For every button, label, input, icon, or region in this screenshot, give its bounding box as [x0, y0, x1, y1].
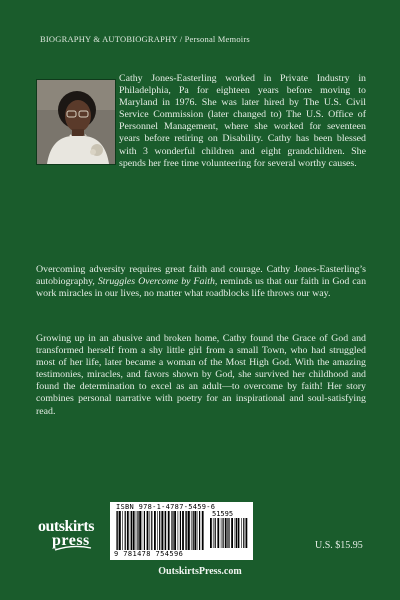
barcode-stripe — [182, 511, 184, 550]
logo-swoosh-icon — [54, 545, 92, 551]
category-label: BIOGRAPHY & AUTOBIOGRAPHY / Personal Memoirs — [40, 34, 250, 44]
barcode-stripe — [171, 511, 172, 550]
barcode-stripe — [172, 511, 173, 550]
barcode-stripe — [125, 511, 126, 550]
barcode-bars — [116, 511, 204, 550]
blurb-paragraph-2: Growing up in an abusive and broken home, Cathy found the Grace of God and transformed herself from a shy little girl from a small Town, who had struggled most of her life, later became a woman of the Most High God. With the amazing testimonies, miracles, and favors shown by God, she survived her childhood and found the determination to excel as an adult—to overcome by faith! Her story combines personal narrative with poetry for an inspirational and soul-satisfying read. — [36, 333, 366, 417]
barcode-stripe — [117, 511, 118, 550]
blurb-p1-before: Overcoming adversity requires great faith and courage. Cathy Jones-Easterling’s autobiography, — [36, 264, 366, 288]
barcode-digits: 9 781478 754596 — [114, 550, 184, 558]
barcode-stripe — [180, 511, 181, 550]
barcode-stripe — [131, 511, 132, 550]
barcode-stripe — [223, 518, 224, 548]
barcode-stripe — [147, 511, 149, 550]
barcode-stripe — [215, 518, 216, 548]
barcode-stripe — [157, 511, 158, 550]
barcode-stripe — [161, 511, 163, 550]
barcode-stripe — [139, 511, 141, 550]
barcode-stripe — [217, 518, 219, 548]
barcode-stripe — [137, 511, 138, 550]
author-bio — [36, 73, 366, 170]
barcode-stripe — [159, 511, 160, 550]
barcode-stripe — [243, 518, 244, 548]
barcode-stripe — [142, 511, 143, 550]
barcode-stripe — [235, 518, 236, 548]
barcode-stripe — [210, 518, 212, 548]
isbn-text: ISBN 978-1-4787-5459-6 — [116, 503, 216, 511]
barcode-stripe — [241, 518, 242, 548]
barcode-stripe — [165, 511, 166, 550]
barcode-stripe — [178, 511, 179, 550]
barcode-stripe — [122, 511, 123, 550]
barcode-stripe — [194, 511, 196, 550]
barcode-stripe — [127, 511, 129, 550]
barcode-stripe — [133, 511, 135, 550]
barcode-stripe — [193, 511, 194, 550]
barcode-stripe — [151, 511, 152, 550]
barcode-stripe — [188, 511, 190, 550]
barcode-stripe — [221, 518, 222, 548]
author-bio-text: Cathy Jones-Easterling worked in Private Industry in Philadelphia, Pa for eighteen years before moving to Maryland in 1976. She was later hired by The U.S. Civil Service Commission (later changed to) The U.S. Office of Personnel Management, where she worked for seventeen years before retiring on Disability. Cathy has been blessed with 3 wonderful children and eight grandchildren. She spends her free time volunteering for several worthy causes. — [119, 73, 366, 169]
barcode-stripe — [238, 518, 240, 548]
logo-word-outskirts: outskirts — [38, 518, 94, 535]
barcode-stripe — [174, 511, 176, 550]
price: U.S. $15.95 — [315, 540, 363, 551]
barcode-stripe — [154, 511, 156, 550]
blurb-p1-after: reminds us that our faith in God can work miracles in our lives, no matter what roadblocks life throws our way. — [36, 276, 367, 300]
barcode-stripe — [202, 511, 204, 550]
barcode-stripe — [130, 511, 131, 550]
book-title-italic: Struggles Overcome by Faith, — [97, 276, 218, 288]
barcode-stripe — [168, 511, 170, 550]
barcode-stripe — [231, 518, 233, 548]
barcode-stripe — [236, 518, 237, 548]
barcode-stripe — [246, 518, 248, 548]
barcode-stripe — [136, 511, 137, 550]
barcode-stripe — [225, 518, 227, 548]
barcode-stripe — [185, 511, 186, 550]
publisher-website: OutskirtsPress.com — [158, 566, 242, 577]
price-barcode-bars — [210, 518, 248, 548]
barcode-stripe — [119, 511, 121, 550]
barcode-stripe — [164, 511, 165, 550]
barcode-stripe — [197, 511, 198, 550]
barcode-stripe — [186, 511, 187, 550]
barcode-stripe — [116, 511, 117, 550]
barcode-stripe — [150, 511, 151, 550]
barcode-stripe — [213, 518, 214, 548]
barcode-stripe — [227, 518, 228, 548]
barcode-stripe — [228, 518, 229, 548]
logo-word-press: press — [52, 532, 90, 549]
barcode — [110, 502, 253, 560]
barcode-stripe — [144, 511, 145, 550]
price-code: 51595 — [212, 510, 234, 518]
barcode-stripe — [199, 511, 200, 550]
photo-wrap-spacer — [36, 73, 119, 169]
barcode-stripe — [191, 511, 192, 550]
blurb-paragraph-1 — [36, 264, 366, 300]
publisher-logo — [38, 518, 108, 552]
